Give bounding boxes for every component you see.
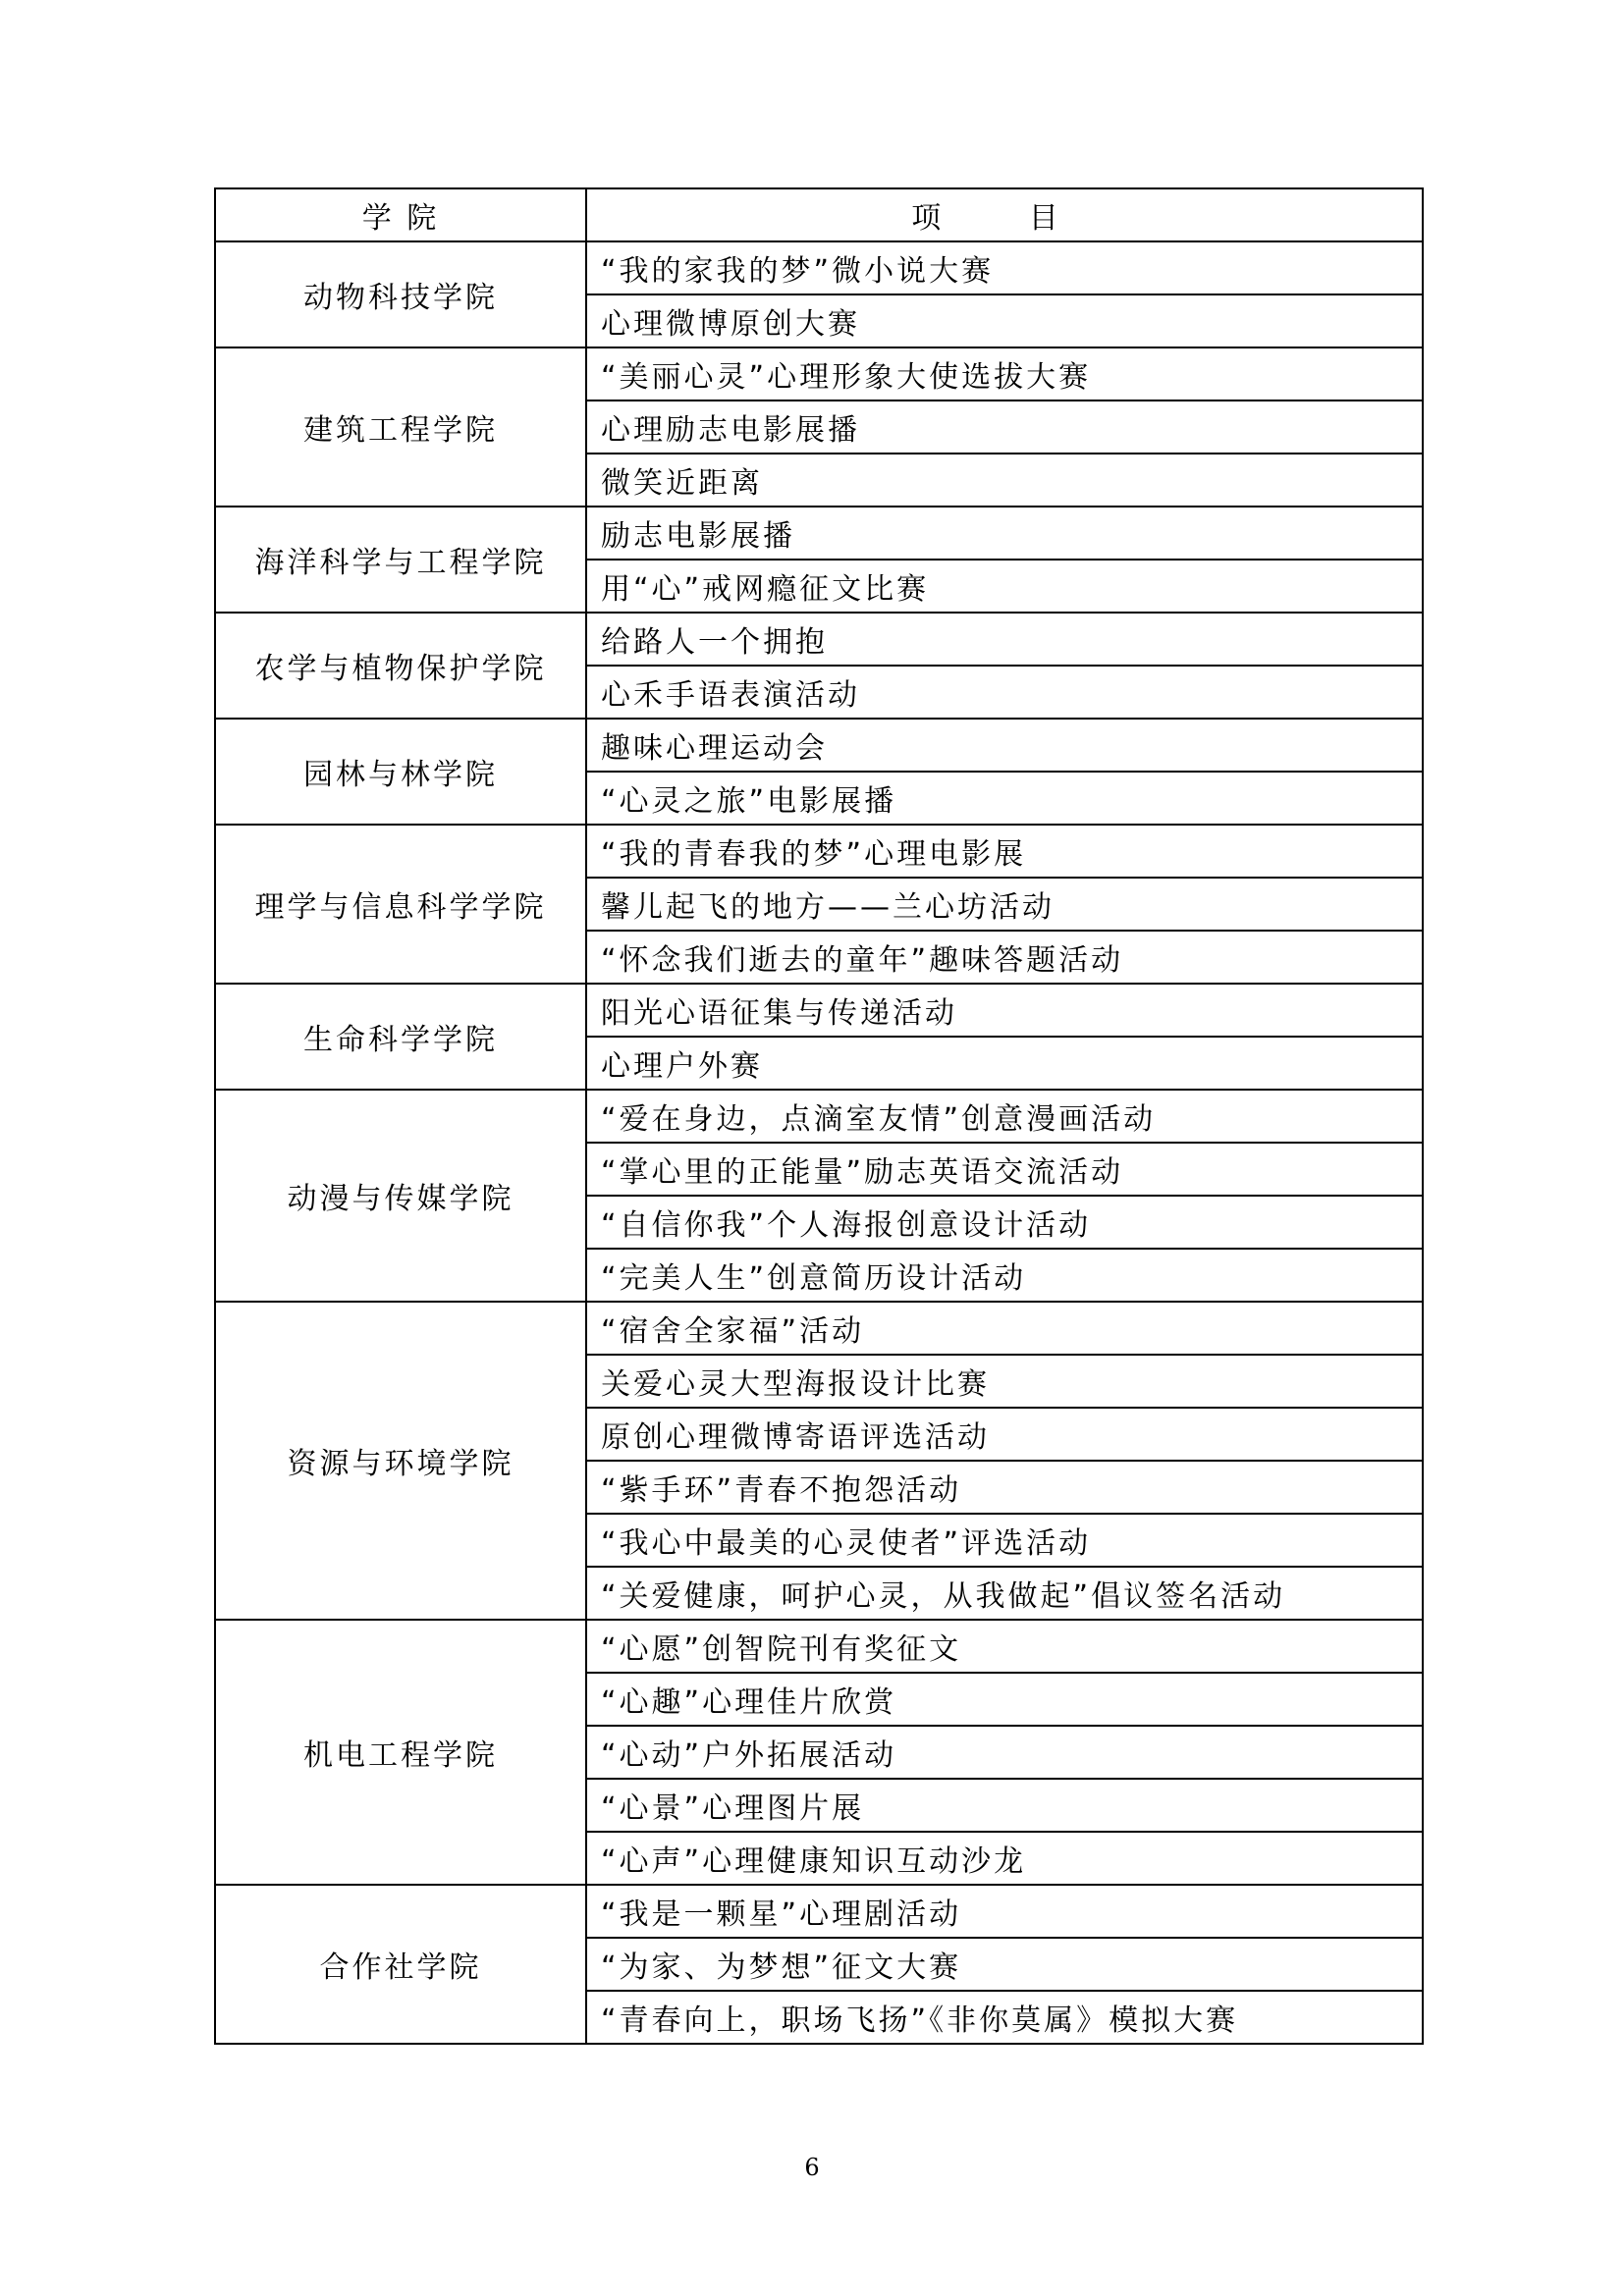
college-name-cell: 动物科技学院 xyxy=(215,241,586,347)
project-cell: 阳光心语征集与传递活动 xyxy=(586,984,1423,1037)
project-cell: “心愿”创智院刊有奖征文 xyxy=(586,1620,1423,1673)
college-name-cell: 农学与植物保护学院 xyxy=(215,613,586,719)
table-row xyxy=(215,984,1423,1037)
project-cell: “为家、为梦想”征文大赛 xyxy=(586,1938,1423,1991)
college-name-cell: 理学与信息科学学院 xyxy=(215,825,586,984)
table-body xyxy=(215,241,1423,2044)
project-cell: “美丽心灵”心理形象大使选拔大赛 xyxy=(586,347,1423,400)
table-row xyxy=(215,1302,1423,1355)
header-college: 学 院 xyxy=(215,188,586,241)
table-row xyxy=(215,1620,1423,1673)
project-cell: 关爱心灵大型海报设计比赛 xyxy=(586,1355,1423,1408)
project-cell: 给路人一个拥抱 xyxy=(586,613,1423,666)
table-row xyxy=(215,613,1423,666)
project-cell: “心景”心理图片展 xyxy=(586,1779,1423,1832)
table-row xyxy=(215,241,1423,294)
table-row xyxy=(215,719,1423,772)
college-name-cell: 建筑工程学院 xyxy=(215,347,586,507)
college-name-cell: 动漫与传媒学院 xyxy=(215,1090,586,1302)
project-cell: “紫手环”青春不抱怨活动 xyxy=(586,1461,1423,1514)
project-cell: “自信你我”个人海报创意设计活动 xyxy=(586,1196,1423,1249)
college-name-cell: 园林与林学院 xyxy=(215,719,586,825)
table-header-row xyxy=(215,188,1423,241)
table-row xyxy=(215,1885,1423,1938)
project-cell: “我是一颗星”心理剧活动 xyxy=(586,1885,1423,1938)
project-cell: “完美人生”创意简历设计活动 xyxy=(586,1249,1423,1302)
project-cell: “掌心里的正能量”励志英语交流活动 xyxy=(586,1143,1423,1196)
table-row xyxy=(215,507,1423,560)
header-project: 项 目 xyxy=(586,188,1423,241)
college-name-cell: 生命科学学院 xyxy=(215,984,586,1090)
project-cell: 趣味心理运动会 xyxy=(586,719,1423,772)
college-name-cell: 海洋科学与工程学院 xyxy=(215,507,586,613)
project-cell: 心理微博原创大赛 xyxy=(586,294,1423,347)
project-cell: “怀念我们逝去的童年”趣味答题活动 xyxy=(586,931,1423,984)
project-cell: 励志电影展播 xyxy=(586,507,1423,560)
project-cell: “心动”户外拓展活动 xyxy=(586,1726,1423,1779)
table-row xyxy=(215,1090,1423,1143)
project-cell: 用“心”戒网瘾征文比赛 xyxy=(586,560,1423,613)
project-cell: “心灵之旅”电影展播 xyxy=(586,772,1423,825)
project-cell: 心禾手语表演活动 xyxy=(586,666,1423,719)
project-cell: “我的家我的梦”微小说大赛 xyxy=(586,241,1423,294)
project-cell: 馨儿起飞的地方——兰心坊活动 xyxy=(586,878,1423,931)
college-name-cell: 合作社学院 xyxy=(215,1885,586,2044)
page-number: 6 xyxy=(804,2154,820,2181)
project-cell: 心理励志电影展播 xyxy=(586,400,1423,454)
table-row xyxy=(215,825,1423,878)
project-cell: “我心中最美的心灵使者”评选活动 xyxy=(586,1514,1423,1567)
project-cell: “心趣”心理佳片欣赏 xyxy=(586,1673,1423,1726)
project-cell: “宿舍全家福”活动 xyxy=(586,1302,1423,1355)
project-cell: 原创心理微博寄语评选活动 xyxy=(586,1408,1423,1461)
project-cell: “关爱健康，呵护心灵，从我做起”倡议签名活动 xyxy=(586,1567,1423,1620)
project-cell: “心声”心理健康知识互动沙龙 xyxy=(586,1832,1423,1885)
project-cell: “青春向上，职场飞扬”《非你莫属》模拟大赛 xyxy=(586,1991,1423,2044)
table-row xyxy=(215,347,1423,400)
college-name-cell: 资源与环境学院 xyxy=(215,1302,586,1620)
project-cell: “我的青春我的梦”心理电影展 xyxy=(586,825,1423,878)
project-cell: “爱在身边，点滴室友情”创意漫画活动 xyxy=(586,1090,1423,1143)
college-projects-table xyxy=(214,187,1424,2045)
project-cell: 微笑近距离 xyxy=(586,454,1423,507)
college-name-cell: 机电工程学院 xyxy=(215,1620,586,1885)
project-cell: 心理户外赛 xyxy=(586,1037,1423,1090)
